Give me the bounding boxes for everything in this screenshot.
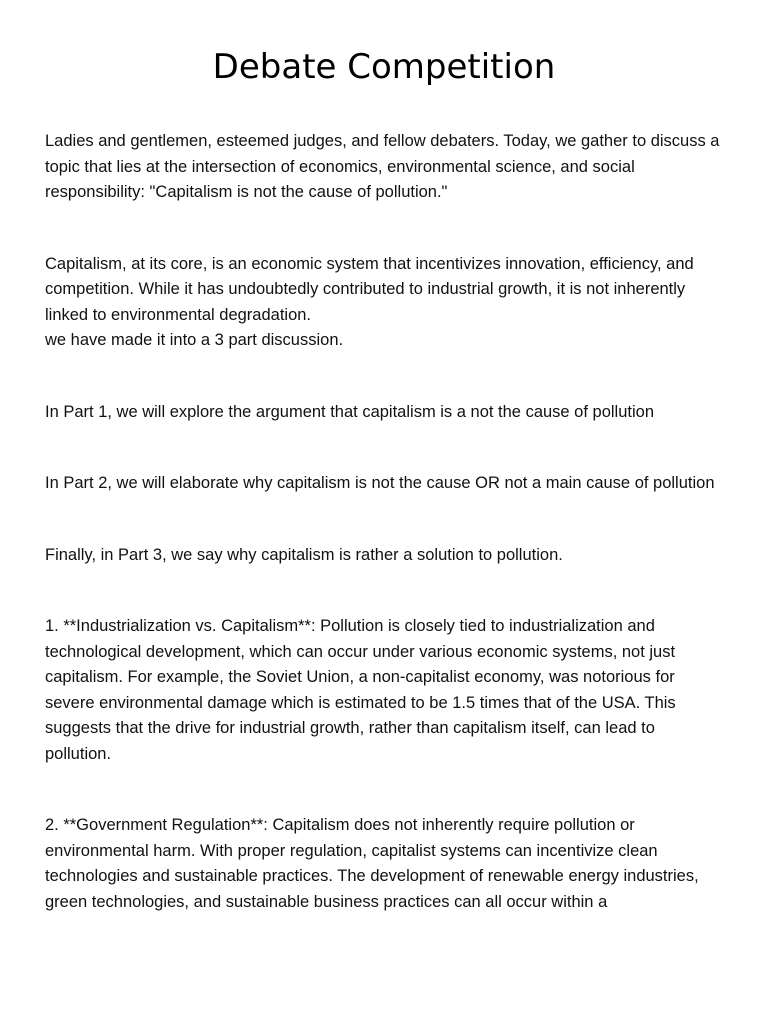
paragraph-part-3: Finally, in Part 3, we say why capitalism is rather a solution to pollution.	[45, 545, 563, 564]
paragraph-point-2: 2. **Government Regulation**: Capitalism does not inherently require pollution or environmental harm. With proper regulation, capitalist systems can incentivize clean technologies and sustainable practices. The development of renewable energy industries, green technologies, and sustainable business practices can all occur within a	[45, 816, 699, 911]
document-body	[45, 129, 725, 915]
document-title: Debate Competition	[212, 47, 556, 87]
paragraph-part-1: In Part 1, we will explore the argument that capitalism is a not the cause of pollution	[45, 402, 654, 421]
paragraph-capitalism-core: Capitalism, at its core, is an economic system that incentivizes innovation, efficiency, and competition. While it has undoubtedly contributed to industrial growth, it is not inherently linked to environmental degradation.	[45, 254, 694, 324]
paragraph-intro: Ladies and gentlemen, esteemed judges, and fellow debaters. Today, we gather to discuss a topic that lies at the intersection of economics, environmental science, and social responsibility: "Capitalism is not the cause of pollution."	[45, 132, 720, 201]
paragraph-three-part: we have made it into a 3 part discussion.	[45, 331, 344, 349]
paragraph-part-2: In Part 2, we will elaborate why capitalism is not the cause OR not a main cause of pollution	[45, 474, 715, 492]
paragraph-point-1: 1. **Industrialization vs. Capitalism**: Pollution is closely tied to industrialization and technological development, which can occur under various economic systems, not just capitalism. For example, the Soviet Union, a non-capitalist economy, was notorious for severe environmental damage which is estimated to be 1.5 times that of the USA. This suggests that the drive for industrial growth, rather than capitalism itself, can lead to pollution.	[45, 617, 676, 763]
